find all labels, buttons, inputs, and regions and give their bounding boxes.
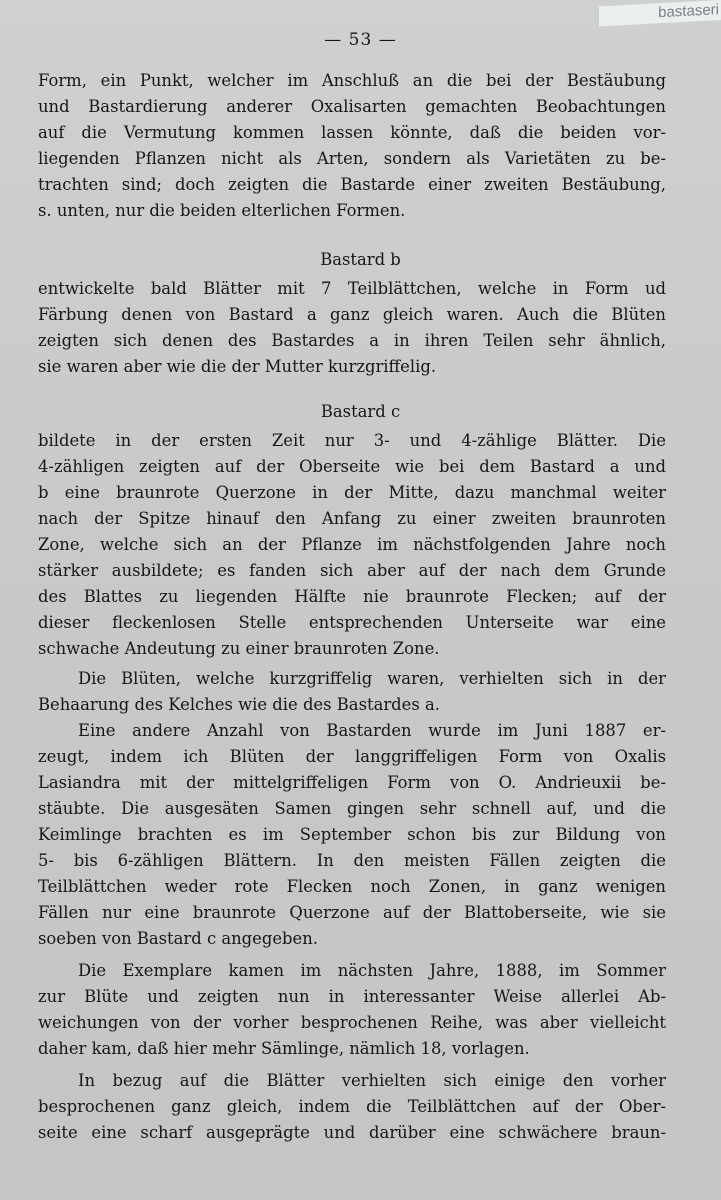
text-line: Behaarung des Kelches wie die des Bastardes a.: [38, 695, 440, 714]
text-line: und Bastardierung anderer Oxalisarten gemachten Beobachtungen: [38, 97, 666, 116]
text-line: soeben von Bastard c angegeben.: [38, 929, 319, 948]
corner-stamp: bastaseri: [599, 0, 721, 26]
text-line: Die Blüten, welche kurzgriffelig waren, verhielten sich in der: [78, 669, 666, 688]
text-line: zeigten sich denen des Bastardes a in ihren Teilen sehr ähnlich,: [38, 331, 666, 350]
text-line: sie waren aber wie die der Mutter kurzgriffelig.: [38, 357, 437, 376]
text-line: schwache Andeutung zu einer braunroten Zone.: [38, 639, 440, 658]
text-line: s. unten, nur die beiden elterlichen Formen.: [38, 201, 406, 220]
text-line: stäubte. Die ausgesäten Samen gingen sehr schnell auf, und die: [38, 799, 666, 818]
page-number: — 53 —: [324, 30, 397, 50]
text-line: 4-zähligen zeigten auf der Oberseite wie bei dem Bastard a und: [38, 457, 666, 476]
text-line: entwickelte bald Blätter mit 7 Teilblättchen, welche in Form ud: [38, 279, 666, 298]
text-line: besprochenen ganz gleich, indem die Teilblättchen auf der Ober-: [38, 1097, 666, 1116]
paragraph-bastard-b: [38, 276, 666, 380]
text-line: daher kam, daß hier mehr Sämlinge, nämlich 18, vorlagen.: [38, 1039, 530, 1058]
text-line: Eine andere Anzahl von Bastarden wurde im Juni 1887 er-: [78, 721, 666, 740]
text-line: Färbung denen von Bastard a ganz gleich waren. Auch die Blüten: [38, 305, 666, 324]
text-line: bildete in der ersten Zeit nur 3- und 4-zählige Blätter. Die: [38, 431, 666, 450]
text-line: dieser fleckenlosen Stelle entsprechenden Unterseite war eine: [38, 613, 666, 632]
paragraph-other-hybrids: [38, 718, 666, 952]
text-line: zur Blüte und zeigten nun in interessanter Weise allerlei Ab-: [38, 987, 666, 1006]
text-line: seite eine scharf ausgeprägte und darüber eine schwächere braun-: [38, 1123, 666, 1142]
text-line: In bezug auf die Blätter verhielten sich einige den vorher: [78, 1071, 666, 1090]
heading-bastard-b: Bastard b: [320, 250, 401, 269]
paragraph-specimens: [38, 958, 666, 1062]
text-line: trachten sind; doch zeigten die Bastarde einer zweiten Bestäubung,: [38, 175, 666, 194]
heading-bastard-c: Bastard c: [320, 402, 401, 421]
text-line: stärker ausbildete; es fanden sich aber auf der nach dem Grunde: [38, 561, 666, 580]
text-line: zeugt, indem ich Blüten der langgriffeligen Form von Oxalis: [38, 747, 666, 766]
text-line: nach der Spitze hinauf den Anfang zu einer zweiten braunroten: [38, 509, 666, 528]
text-line: liegenden Pflanzen nicht als Arten, sondern als Varietäten zu be-: [38, 149, 666, 168]
text-line: b eine braunrote Querzone in der Mitte, dazu manchmal weiter: [38, 483, 666, 502]
text-line: Teilblättchen weder rote Flecken noch Zonen, in ganz wenigen: [38, 877, 666, 896]
paragraph-intro: [38, 68, 666, 224]
text-line: 5- bis 6-zähligen Blättern. In den meisten Fällen zeigten die: [38, 851, 666, 870]
paragraph-blueten: [38, 666, 666, 718]
text-line: auf die Vermutung kommen lassen könnte, daß die beiden vor-: [38, 123, 666, 142]
text-line: Zone, welche sich an der Pflanze im nächstfolgenden Jahre noch: [38, 535, 666, 554]
text-line: weichungen von der vorher besprochenen Reihe, was aber vielleicht: [38, 1013, 666, 1032]
text-line: Fällen nur eine braunrote Querzone auf der Blattoberseite, wie sie: [38, 903, 666, 922]
text-line: des Blattes zu liegenden Hälfte nie braunrote Flecken; auf der: [38, 587, 666, 606]
text-line: Keimlinge brachten es im September schon bis zur Bildung von: [38, 825, 666, 844]
paragraph-leaves: [38, 1068, 666, 1146]
text-line: Lasiandra mit der mittelgriffeligen Form von O. Andrieuxii be-: [38, 773, 666, 792]
text-line: Form, ein Punkt, welcher im Anschluß an die bei der Bestäubung: [38, 71, 666, 90]
text-line: Die Exemplare kamen im nächsten Jahre, 1888, im Sommer: [78, 961, 666, 980]
paragraph-bastard-c: [38, 428, 666, 662]
